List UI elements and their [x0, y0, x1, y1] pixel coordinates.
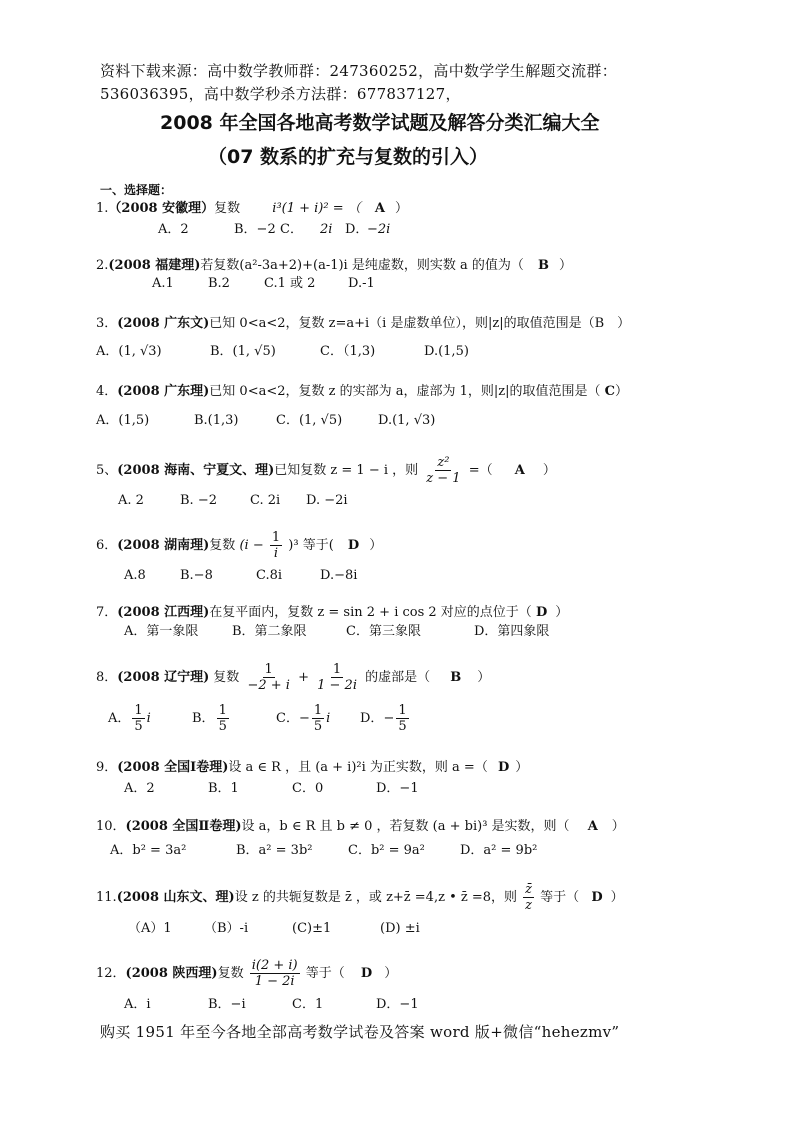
question-9: 9．(2008 全国Ⅰ卷理)设 a ∈ R ，且 (a + i)²i 为正实数，则 a =（ D ）	[96, 760, 529, 775]
footer-note: 购买 1951 年至今各地全部高考数学试卷及答案 word 版+微信“hehezmv”	[100, 1023, 620, 1041]
options-1: A．2 B．−2 C． 2i D．−2i	[158, 222, 391, 237]
answer-10: A	[587, 819, 598, 834]
question-12: 12．(2008 陕西理)复数 $\frac{i(2 + i)}{1 - 2i}$ 等于（ D ）	[96, 958, 398, 989]
options-12: A．i B．−i C．1 D．−1	[124, 997, 419, 1012]
answer-4: C	[604, 384, 616, 399]
question-7: 7．(2008 江西理)在复平面内，复数 z = sin 2 + i cos 2 对应的点位于（ D ）	[96, 605, 569, 620]
fraction-6: $\frac{1}{i}$	[271, 530, 281, 561]
options-6: A.8 B.−8 C.8i D.−8i	[124, 568, 358, 583]
fraction-8b: $\frac{1}{1 - 2i}$	[317, 662, 357, 693]
section-heading: 一、选择题：	[100, 183, 173, 197]
fraction-11: $\frac{z̄}{z}$	[525, 882, 533, 913]
question-10: 10．(2008 全国Ⅱ卷理)设 a，b ∈ R 且 b ≠ 0 ，若复数 (a + bi)³ 是实数，则（ A ）	[96, 819, 625, 834]
question-8: 8．(2008 辽宁理) 复数 $\frac{1}{-2 + i}$ + $\frac{1}{1 - 2i}$ 的虚部是（ B ）	[96, 662, 491, 693]
page-subtitle: （07 数系的扩充与复数的引入）	[208, 146, 489, 168]
question-4: 4．(2008 广东理)已知 0<a<2，复数 z 的实部为 a，虚部为 1，则|z|的取值范围是（ C）	[96, 384, 629, 399]
options-10: A．b² = 3a² B．a² = 3b² C．b² = 9a² D．a² = 9b²	[110, 843, 538, 858]
question-5: 5、(2008 海南、宁夏文、理)已知复数 z = 1 − i ，则 $\frac{\text{z²}}{z - 1}$ =（ A ）	[96, 455, 556, 486]
answer-9: D	[497, 760, 510, 775]
question-3: 3．(2008 广东文)已知 0<a<2，复数 z=a+i（i 是虚数单位），则|z|的取值范围是（B ）	[96, 316, 631, 331]
options-3: A．(1, √3) B．(1, √5) C．（1,3) D.(1,5)	[96, 344, 469, 359]
fraction-8a: $\frac{1}{-2 + i}$	[247, 662, 290, 693]
answer-11: D	[591, 890, 603, 905]
question-1: 1.（2008 安徽理）复数 i³(1 + i)² = （ A ）	[96, 201, 408, 216]
header-line-1: 资料下载来源：高中数学教师群：247360252，高中数学学生解题交流群：	[100, 62, 617, 80]
answer-1: A	[374, 201, 385, 216]
fraction-5: $\frac{\text{z²}}{z - 1}$	[426, 455, 461, 486]
answer-5: A	[514, 463, 525, 478]
question-11: 11.(2008 山东文、理)设 z 的共轭复数是 z̄ ，或 z+z̄ =4,z • z̄ =8，则 $\frac{z̄}{z}$ 等于（ D ）	[96, 882, 624, 913]
answer-8: B	[450, 670, 462, 685]
options-9: A．2 B．1 C．0 D．−1	[124, 781, 419, 796]
answer-6: D	[347, 538, 360, 553]
page-title: 2008 年全国各地高考数学试题及解答分类汇编大全	[160, 112, 600, 134]
options-11: （A）1 （B）-i (C)±1 (D) ±i	[128, 921, 420, 936]
header-line-2: 536036395，高中数学秒杀方法群：677837127，	[100, 85, 461, 103]
options-7: A．第一象限 B．第二象限 C．第三象限 D．第四象限	[124, 624, 550, 639]
question-6: 6．(2008 湖南理)复数 (i − $\frac{1}{i}$ )³ 等于( D ）	[96, 530, 383, 561]
answer-2: B	[538, 258, 550, 273]
fraction-12: $\frac{i(2 + i)}{1 - 2i}$	[251, 958, 298, 989]
options-8: A． $\frac{1}{5}$ i B． $\frac{1}{5}$ C．− $\frac{1}{5}$ i D．− $\frac{1}{5}$	[108, 703, 407, 734]
options-4: A．(1,5) B.(1,3) C．(1, √5) D.(1, √3)	[96, 413, 436, 428]
answer-12: D	[360, 966, 373, 981]
options-2: A.1 B.2 C.1 或 2 D.-1	[152, 276, 375, 291]
question-2: 2.(2008 福建理)若复数(a²-3a+2)+(a-1)i 是纯虚数，则实数 a 的值为（ B ）	[96, 258, 573, 273]
answer-7: D	[535, 605, 548, 620]
options-5: A. 2 B. −2 C. 2i D. −2i	[118, 493, 348, 508]
